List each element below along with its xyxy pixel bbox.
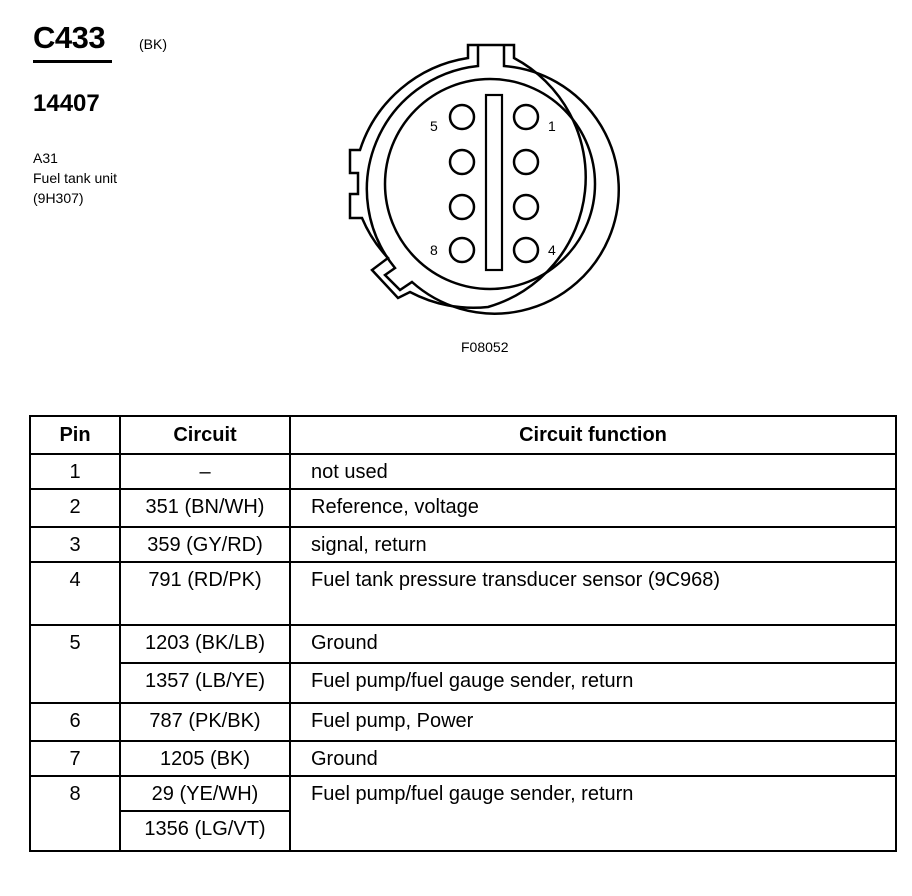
function-cell: Ground [290, 625, 896, 663]
table-row [30, 527, 896, 562]
function-cell: Fuel tank pressure transducer sensor (9C968) [290, 562, 896, 625]
table-row [30, 663, 896, 703]
pin-cell: 3 [30, 527, 120, 562]
circuit-cell: 1205 (BK) [120, 741, 290, 776]
circuit-cell: 791 (RD/PK) [120, 562, 290, 625]
table-row [30, 741, 896, 776]
pin-cell: 8 [30, 776, 120, 851]
connector-color: (BK) [139, 36, 167, 52]
center-key-bar [486, 95, 502, 270]
pin-cell: 1 [30, 454, 120, 489]
circuit-cell: 351 (BN/WH) [120, 489, 290, 527]
table-row [30, 489, 896, 527]
pin-2 [514, 150, 538, 174]
connector-id-underline [33, 60, 112, 63]
pin-4 [514, 238, 538, 262]
function-cell: not used [290, 454, 896, 489]
pin-cell: 6 [30, 703, 120, 741]
component-name: Fuel tank unit [33, 170, 118, 186]
circuit-cell: 1203 (BK/LB) [120, 625, 290, 663]
function-cell: Fuel pump/fuel gauge sender, return [290, 776, 896, 851]
pin-3 [514, 195, 538, 219]
table-row [30, 776, 896, 811]
function-cell: Fuel pump/fuel gauge sender, return [290, 663, 896, 703]
pin-label-1: 1 [548, 118, 556, 134]
connector-id: C433 [33, 20, 106, 55]
pin-6 [450, 150, 474, 174]
pin-label-5: 5 [430, 118, 438, 134]
component-code: A31 [33, 150, 58, 166]
header-pin: Pin [30, 416, 120, 454]
connector-face-diagram [340, 30, 640, 320]
connector-insert [385, 79, 595, 289]
table-row [30, 703, 896, 741]
header-circuit: Circuit [120, 416, 290, 454]
table-row [30, 625, 896, 663]
circuit-cell: 1357 (LB/YE) [120, 663, 290, 703]
component-ref: (9H307) [33, 190, 84, 206]
component-info [33, 148, 117, 208]
circuit-cell: – [120, 454, 290, 489]
table-header-row [30, 416, 896, 454]
pin-5 [450, 105, 474, 129]
pin-cell: 4 [30, 562, 120, 625]
pin-8 [450, 238, 474, 262]
pin-7 [450, 195, 474, 219]
pin-cell: 2 [30, 489, 120, 527]
pin-label-8: 8 [430, 242, 438, 258]
function-cell: Reference, voltage [290, 489, 896, 527]
circuit-cell: 1356 (LG/VT) [120, 811, 290, 851]
pin-label-4: 4 [548, 242, 556, 258]
pin-cell: 7 [30, 741, 120, 776]
function-cell: Ground [290, 741, 896, 776]
circuit-cell: 359 (GY/RD) [120, 527, 290, 562]
circuit-cell: 29 (YE/WH) [120, 776, 290, 811]
table-row [30, 562, 896, 625]
function-cell: Fuel pump, Power [290, 703, 896, 741]
part-number: 14407 [33, 90, 100, 117]
figure-id: F08052 [461, 339, 509, 355]
pin-table [29, 415, 897, 852]
header-function: Circuit function [290, 416, 896, 454]
circuit-cell: 787 (PK/BK) [120, 703, 290, 741]
pin-cell: 5 [30, 625, 120, 703]
function-cell: signal, return [290, 527, 896, 562]
pin-1 [514, 105, 538, 129]
table-row [30, 454, 896, 489]
